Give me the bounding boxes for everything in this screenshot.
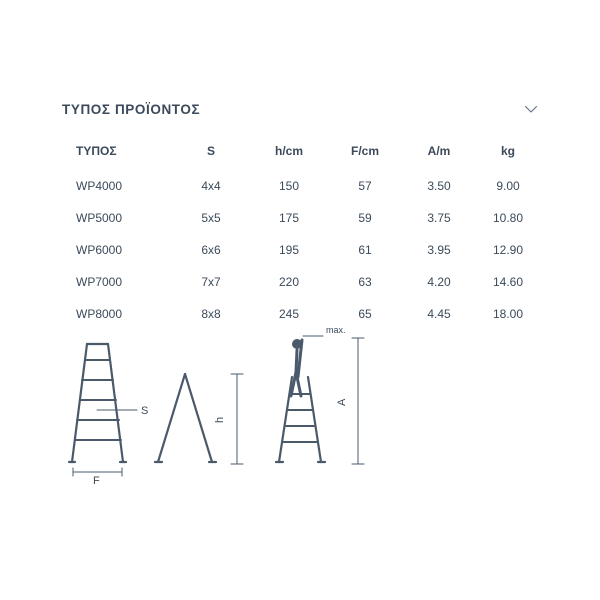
cell-h: 195: [278, 243, 300, 257]
diagram-side-view: [155, 374, 243, 464]
label-s: S: [141, 405, 149, 417]
table-row: [62, 202, 540, 234]
table-row: [62, 170, 540, 202]
cell-s: 7x7: [201, 275, 221, 289]
cell-s: 5x5: [201, 211, 221, 225]
column-header-f: F/cm: [350, 144, 379, 158]
cell-h: 245: [278, 307, 300, 321]
cell-s: 6x6: [201, 243, 221, 257]
column-header-kg: kg: [500, 144, 515, 158]
cell-kg: 12.90: [492, 243, 524, 257]
column-header-a: A/m: [427, 144, 451, 158]
label-h: h: [214, 416, 226, 423]
cell-f: 59: [358, 211, 372, 225]
column-header-h: h/cm: [274, 144, 303, 158]
cell-kg: 9.00: [496, 179, 520, 193]
cell-h: 220: [278, 275, 300, 289]
diagram-reach-view: [276, 336, 364, 464]
cell-kg: 18.00: [492, 307, 524, 321]
cell-s: 8x8: [201, 307, 221, 321]
section-header[interactable]: [62, 100, 540, 118]
table-row: [62, 234, 540, 266]
cell-f: 63: [358, 275, 372, 289]
cell-type: WP7000: [76, 275, 123, 289]
cell-a: 3.50: [427, 179, 451, 193]
label-a: A: [336, 398, 348, 406]
cell-a: 3.75: [427, 211, 451, 225]
cell-a: 4.45: [427, 307, 451, 321]
chevron-down-icon[interactable]: [522, 100, 540, 118]
cell-f: 65: [358, 307, 372, 321]
cell-kg: 14.60: [492, 275, 524, 289]
cell-type: WP5000: [76, 211, 123, 225]
column-header-type: ΤΥΠΟΣ: [76, 144, 117, 158]
page-title: ΤΥΠΟΣ ΠΡΟΪΟΝΤΟΣ: [62, 101, 201, 117]
table-header-row: [62, 138, 540, 170]
cell-type: WP6000: [76, 243, 123, 257]
cell-f: 57: [358, 179, 372, 193]
cell-type: WP8000: [76, 307, 123, 321]
label-f: F: [93, 475, 100, 487]
cell-s: 4x4: [201, 179, 221, 193]
ladder-dimension-diagrams: [55, 322, 385, 502]
spec-table: [62, 138, 540, 330]
cell-a: 4.20: [427, 275, 451, 289]
cell-type: WP4000: [76, 179, 123, 193]
table-row: [62, 266, 540, 298]
cell-f: 61: [358, 243, 372, 257]
diagram-front-view: [69, 344, 137, 476]
cell-a: 3.95: [427, 243, 451, 257]
column-header-s: S: [206, 144, 215, 158]
cell-h: 175: [278, 211, 300, 225]
cell-kg: 10.80: [492, 211, 524, 225]
label-max: max.: [326, 325, 346, 335]
cell-h: 150: [278, 179, 300, 193]
